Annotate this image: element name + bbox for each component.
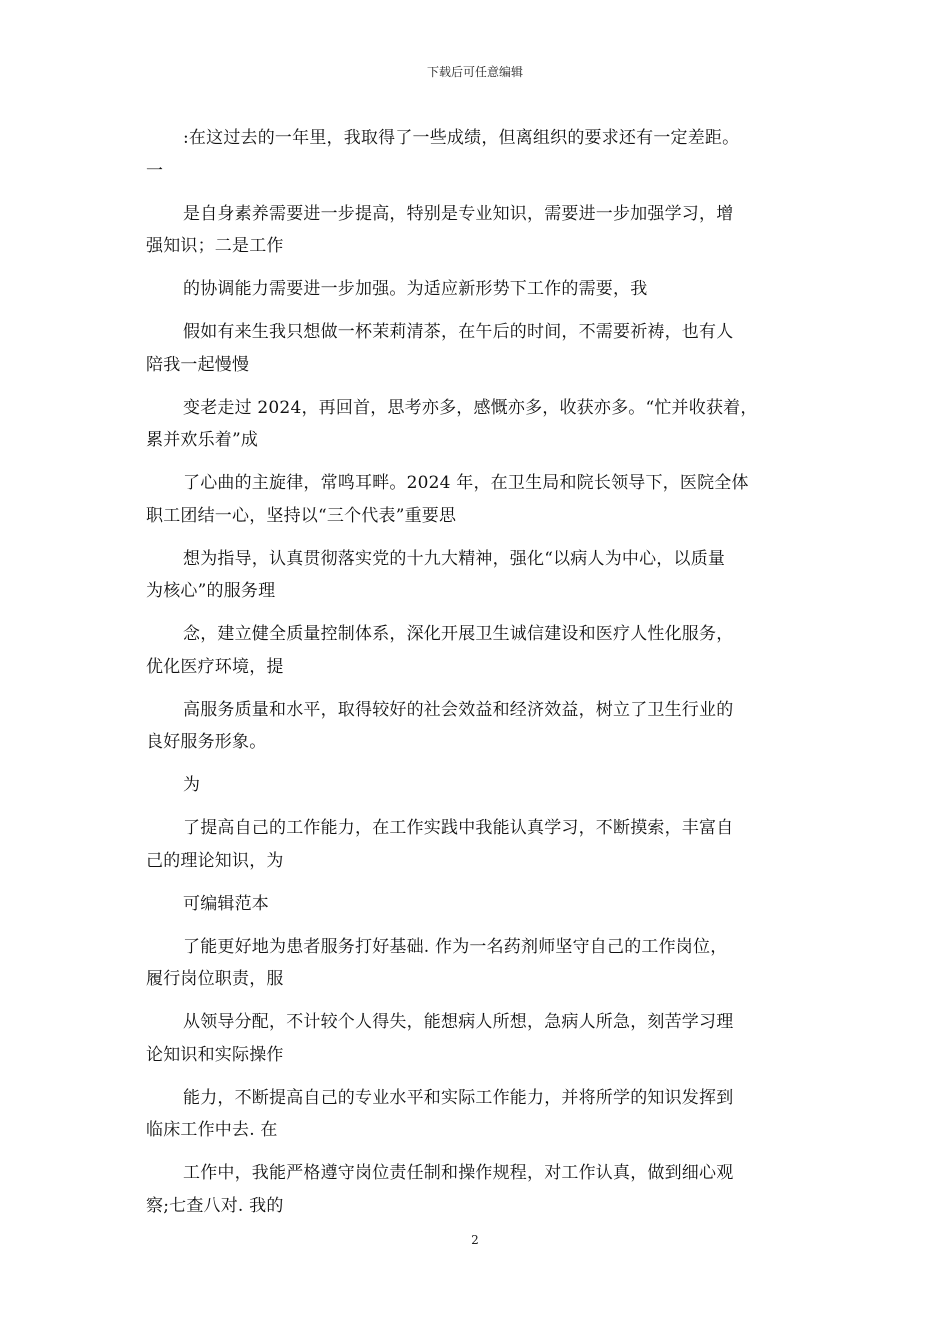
paragraph	[146, 273, 810, 306]
paragraph	[146, 122, 810, 187]
paragraph	[146, 931, 810, 996]
paragraph	[146, 769, 810, 802]
text-line: 变老走过 2024，再回首，思考亦多，感慨亦多，收获亦多。“忙并收获着，	[183, 397, 758, 418]
text-line: 履行岗位职责，服	[146, 969, 284, 989]
text-line: 职工团结一心，坚持以“三个代表”重要思	[146, 505, 457, 526]
text-line: 的协调能力需要进一步加强。为适应新形势下工作的需要，我	[183, 279, 648, 299]
text-line: 了能更好地为患者服务打好基础. 作为一名药剂师坚守自己的工作岗位，	[183, 936, 728, 957]
paragraph	[146, 543, 810, 608]
text-line: 强知识；二是工作	[146, 236, 284, 256]
paragraph	[146, 1157, 810, 1222]
text-line: 良好服务形象。	[146, 732, 267, 752]
text-line: 了心曲的主旋律，常鸣耳畔。2024 年，在卫生局和院长领导下，医院全体	[183, 473, 749, 493]
paragraph	[146, 812, 810, 877]
text-line: 可编辑范本	[183, 893, 269, 914]
text-line: 论知识和实际操作	[146, 1044, 284, 1065]
text-line: 一	[146, 160, 164, 181]
page-number: 2	[471, 1233, 479, 1247]
paragraph	[146, 694, 810, 759]
text-line: 从领导分配，不计较个人得失，能想病人所想，急病人所急，刻苦学习理	[183, 1012, 734, 1032]
text-line: 己的理论知识，为	[146, 850, 284, 871]
text-line: 工作中，我能严格遵守岗位责任制和操作规程，对工作认真，做到细心观	[183, 1163, 734, 1183]
paragraph	[146, 1006, 810, 1071]
document-body	[146, 122, 810, 1233]
paragraph	[146, 392, 810, 457]
text-line: 察;七查八对. 我的	[146, 1195, 284, 1216]
page-header: 下载后可任意编辑	[426, 65, 523, 79]
text-line: :在这过去的一年里，我取得了一些成绩，但离组织的要求还有一定差距。	[183, 128, 740, 148]
text-line: 为	[183, 775, 201, 795]
text-line: 能力，不断提高自己的专业水平和实际工作能力，并将所学的知识发挥到	[183, 1087, 734, 1108]
text-line: 假如有来生我只想做一杯茉莉清茶，在午后的时间，不需要祈祷，也有人	[183, 322, 734, 342]
text-line: 为核心”的服务理	[146, 581, 276, 601]
text-line: 是自身素养需要进一步提高，特别是专业知识，需要进一步加强学习，增	[183, 203, 734, 224]
text-line: 想为指导，认真贯彻落实党的十九大精神，强化“以病人为中心，以质量	[183, 548, 726, 569]
paragraph	[146, 888, 810, 921]
text-line: 念，建立健全质量控制体系，深化开展卫生诚信建设和医疗人性化服务，	[183, 624, 734, 644]
text-line: 高服务质量和水平，取得较好的社会效益和经济效益，树立了卫生行业的	[183, 699, 734, 720]
text-line: 累并欢乐着”成	[146, 430, 259, 450]
paragraph	[146, 316, 810, 381]
paragraph	[146, 1082, 810, 1147]
text-line: 了提高自己的工作能力，在工作实践中我能认真学习，不断摸索，丰富自	[183, 818, 734, 838]
text-line: 陪我一起慢慢	[146, 354, 250, 375]
text-line: 临床工作中去. 在	[146, 1120, 278, 1140]
text-line: 优化医疗环境，提	[146, 656, 284, 677]
paragraph	[146, 198, 810, 263]
paragraph	[146, 618, 810, 683]
paragraph	[146, 467, 810, 532]
